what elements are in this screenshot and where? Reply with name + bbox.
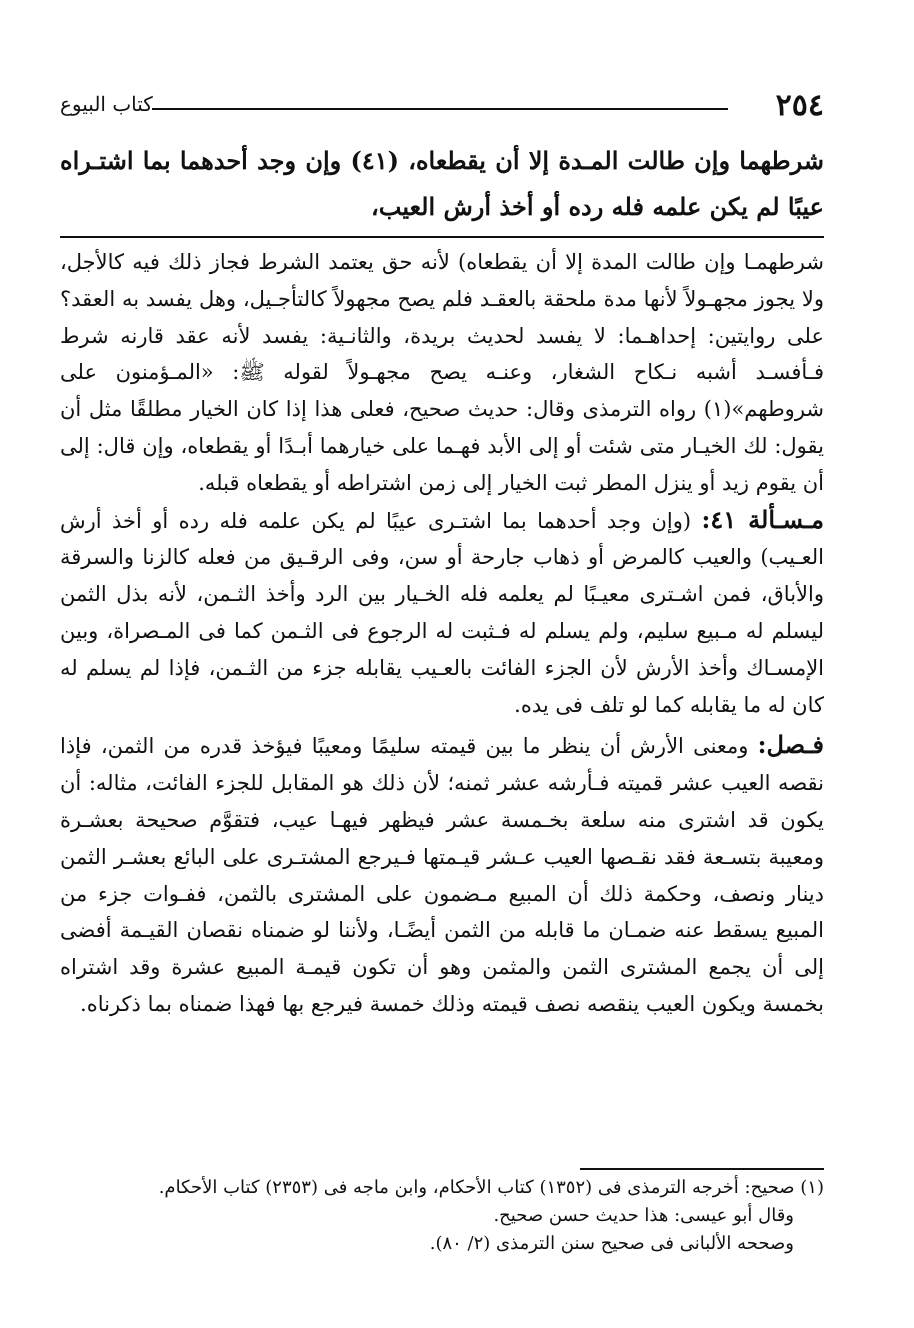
page-header [60, 88, 824, 132]
footnote-line: (١) صحيح: أخرجه الترمذى فى (١٣٥٢) كتاب الأحكام، وابن ماجه فى (٢٣٥٣) كتاب الأحكام. [158, 1177, 824, 1198]
footnote-divider [580, 1168, 824, 1170]
fasl-heading: فـصل: [757, 730, 824, 760]
masala-paragraph [60, 502, 824, 724]
commentary-paragraph: شرطهمـا وإن طالت المدة إلا أن يقطعاه) لأنه حق يعتمد الشرط فجاز ذلك فيه كالأجل، ولا يجوز مجهـولاً لأنها مدة ملحقة بالعقـد فلم يصح مجهولاً كالتأجـيل، وهل يفسد به العقد؟ على روايتين: إحداهـما: لا يفسد لحديث بريدة، والثانـية: يفسد لأنه عقد قارنه شرط فـأفسـد أشبه نـكاح الشغار، وعنـه يصح مجهـولاً لقوله ﷺ: «المـؤمنون على شروطهم»(١) رواه الترمذى وقال: حديث صحيح، فعلى هذا إذا كان الخيار مطلقًا مثل أن يقول: لك الخيـار متى شئت أو إلى الأبد فهـما على خيارهما أبـدًا أو يقطعاه، وإن قال: إلى أن يقوم زيد أو ينزل المطر ثبت الخيار إلى زمن اشتراطه أو يقطعاه قبله. [60, 250, 824, 495]
page-number: ٢٥٤ [775, 88, 824, 123]
running-head-book-title: كتاب البيوع [60, 92, 153, 116]
commentary-body [60, 244, 824, 1023]
fasl-text: ومعنى الأرش أن ينظر ما بين قيمته سليمًا ومعيبًا فيؤخذ قدره من الثمن، فإذا نقصه العيب عشر قميته فـأرشه عشر ثمنه؛ لأن ذلك هو المقابل للجزء الفائت، مثاله: أن يكون قد اشترى منه سلعة بخـمسة عشر فيظهر فيهـا عيب، فتقوَّم صحيحة بعشـرة ومعيبة بتسـعة فقد نقـصها العيب عـشر قيـمتها فـيرجع المشتـرى على البائع بعشـر الثمن دينار ونصف، وحكمة ذلك أن المبيع مـضمون على المشترى بالثمن، ففـوات جزء من المبيع يسقط عنه ضمـان ما قابله من الثمن أيضًـا، ولأننا لو ضمناه نقصان القيـمة أفضى إلى أن يجمع المشترى الثمن والمثمن وهو أن تكون قيمـة المبيع عشرة وقد اشتراه بخمسة ويكون العيب ينقصه نصف قيمته وذلك خمسة فيرجع بها فهذا ضمناه بما ذكرناه. [60, 734, 824, 1016]
footnote-line: وصححه الألبانى فى صحيح سنن الترمذى (٢/ ٨٠). [429, 1233, 794, 1254]
matn-divider [60, 236, 824, 238]
matn-text: شرطهما وإن طالت المـدة إلا أن يقطعاه، (٤١) وإن وجد أحدهما بما اشتـراه عيبًا لم يكن علمه فله رده أو أخذ أرش العيب، [60, 146, 824, 221]
footnote-line: وقال أبو عيسى: هذا حديث حسن صحيح. [493, 1205, 794, 1226]
masala-heading: مـسـألة ٤١: [701, 504, 824, 534]
fasl-paragraph [60, 727, 824, 1022]
footnotes [60, 1174, 824, 1258]
header-divider [152, 108, 728, 110]
masala-text: (وإن وجد أحدهما بما اشتـرى عيبًا لم يكن علمه فله رده أو أخذ أرش العـيب) والعيب كالمرض أو ذهاب جارحة أو سن، وفى الرقـيق من فعله كالزنا والسرقة والأباق، فمن اشـترى معيـبًا لم يعلمه فله الخـيار بين الرد وأخذ الثـمن، لأنه بذل الثمن ليسلم له مـبيع سليم، ولم يسلم له فـثبت له الرجوع فى الثـمن كما فى المـصراة، وبين الإمسـاك وأخذ الأرش لأن الجزء الفائت بالعـيب يقابله جزء من الثـمن، فإذا لم يسلم له كان له ما يقابله كما لو تلف فى يده. [60, 508, 824, 717]
